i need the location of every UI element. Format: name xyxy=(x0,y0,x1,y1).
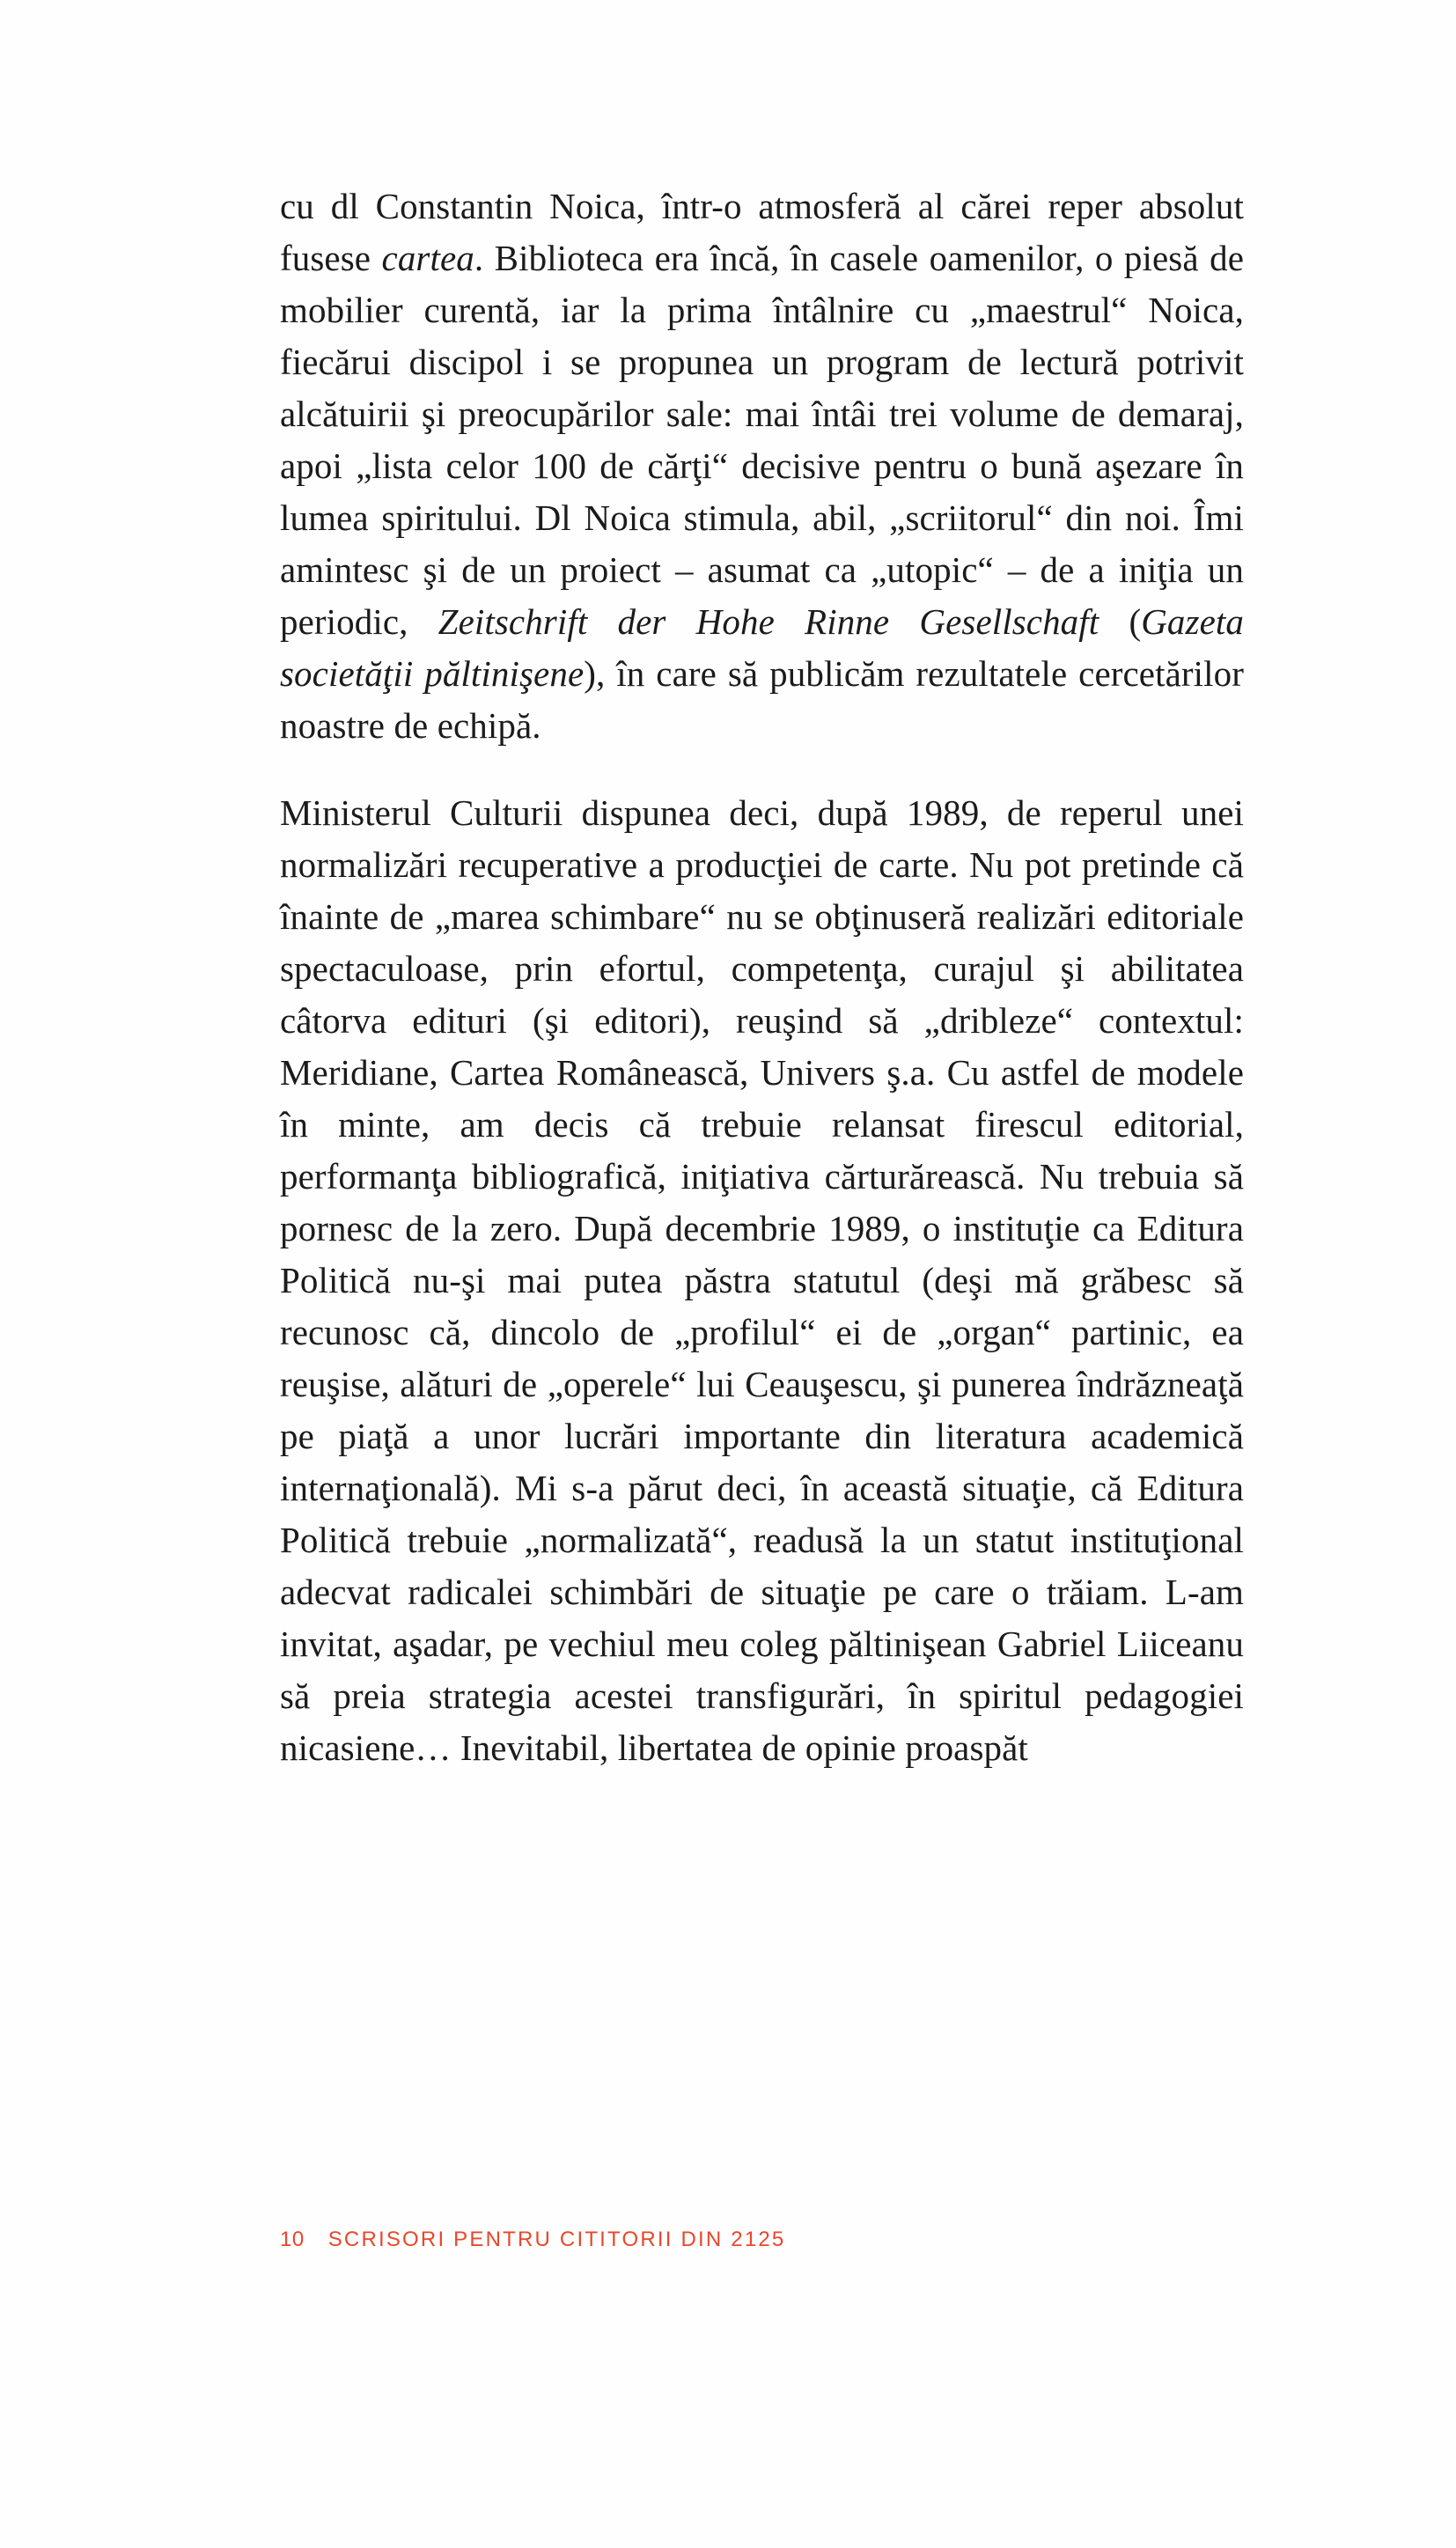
page-number: 10 xyxy=(280,2228,305,2251)
body-paragraph xyxy=(280,180,1244,752)
text-run: ( xyxy=(1099,601,1142,642)
body-paragraph xyxy=(280,787,1244,1774)
body-text-column xyxy=(280,180,1244,1774)
page-footer xyxy=(280,2228,1248,2252)
text-run: ), în care să publicăm rezultatele cercetărilor noastre de echipă. xyxy=(280,653,1244,746)
italic-run: Zeitschrift der Hohe Rinne Gesellschaft xyxy=(438,601,1099,642)
running-head: SCRISORI PENTRU CITITORII DIN 2125 xyxy=(327,2228,786,2251)
text-run: cu dl Constantin Noica, într-o atmosferă al cărei reper absolut fusese xyxy=(280,186,1244,278)
italic-run: Gazeta societăţii păltinişene xyxy=(280,601,1244,694)
text-run: . Biblioteca era încă, în casele oamenilor, o piesă de mobilier curentă, iar la prima întâlnire cu „maestrul“ Noica, fiecărui discipol i se propunea un program de lectură potrivit alcătuirii şi preocupărilor sale: mai întâi trei volume de demaraj, apoi „lista celor 100 de cărţi“ decisive pentru o bună aşezare în lumea spiritului. Dl Noica stimula, abil, „scriitorul“ din noi. Îmi amintesc şi de un proiect – asumat ca „utopic“ – de a iniţia un periodic, xyxy=(280,238,1244,642)
text-run: Ministerul Culturii dispunea deci, după 1989, de reperul unei normalizări recuperative a producţiei de carte. Nu pot pretinde că înainte de „marea schimbare“ nu se obţinuseră realizări editoriale spectaculoase, prin efortul, competenţa, curajul şi abilitatea câtorva edituri (şi editori), reuşind să „dribleze“ contextul: Meridiane, Cartea Românească, Univers ş.a. Cu astfel de modele în minte, am decis că trebuie relansat firescul editorial, performanţa bibliografică, iniţiativa cărturărească. Nu trebuia să pornesc de la zero. După decembrie 1989, o instituţie ca Editura Politică nu-şi mai putea păstra statutul (deşi mă grăbesc să recunosc că, dincolo de „profilul“ ei de „organ“ partinic, ea reuşise, alături de „operele“ lui Ceauşescu, şi punerea îndrăzneaţă pe piaţă a unor lucrări importante din literatura academică internaţională). Mi s-a părut deci, în această situaţie, că Editura Politică trebuie „normalizată“, readusă la un statut instituţional adecvat radicalei schimbări de situaţie pe care o trăiam. L-am invitat, aşadar, pe vechiul meu coleg păltinişean Gabriel Liiceanu să preia strategia acestei transfigurări, în spiritul pedagogiei nicasiene… Inevitabil, libertatea de opinie proaspăt xyxy=(280,792,1244,1768)
italic-run: cartea xyxy=(381,238,474,278)
